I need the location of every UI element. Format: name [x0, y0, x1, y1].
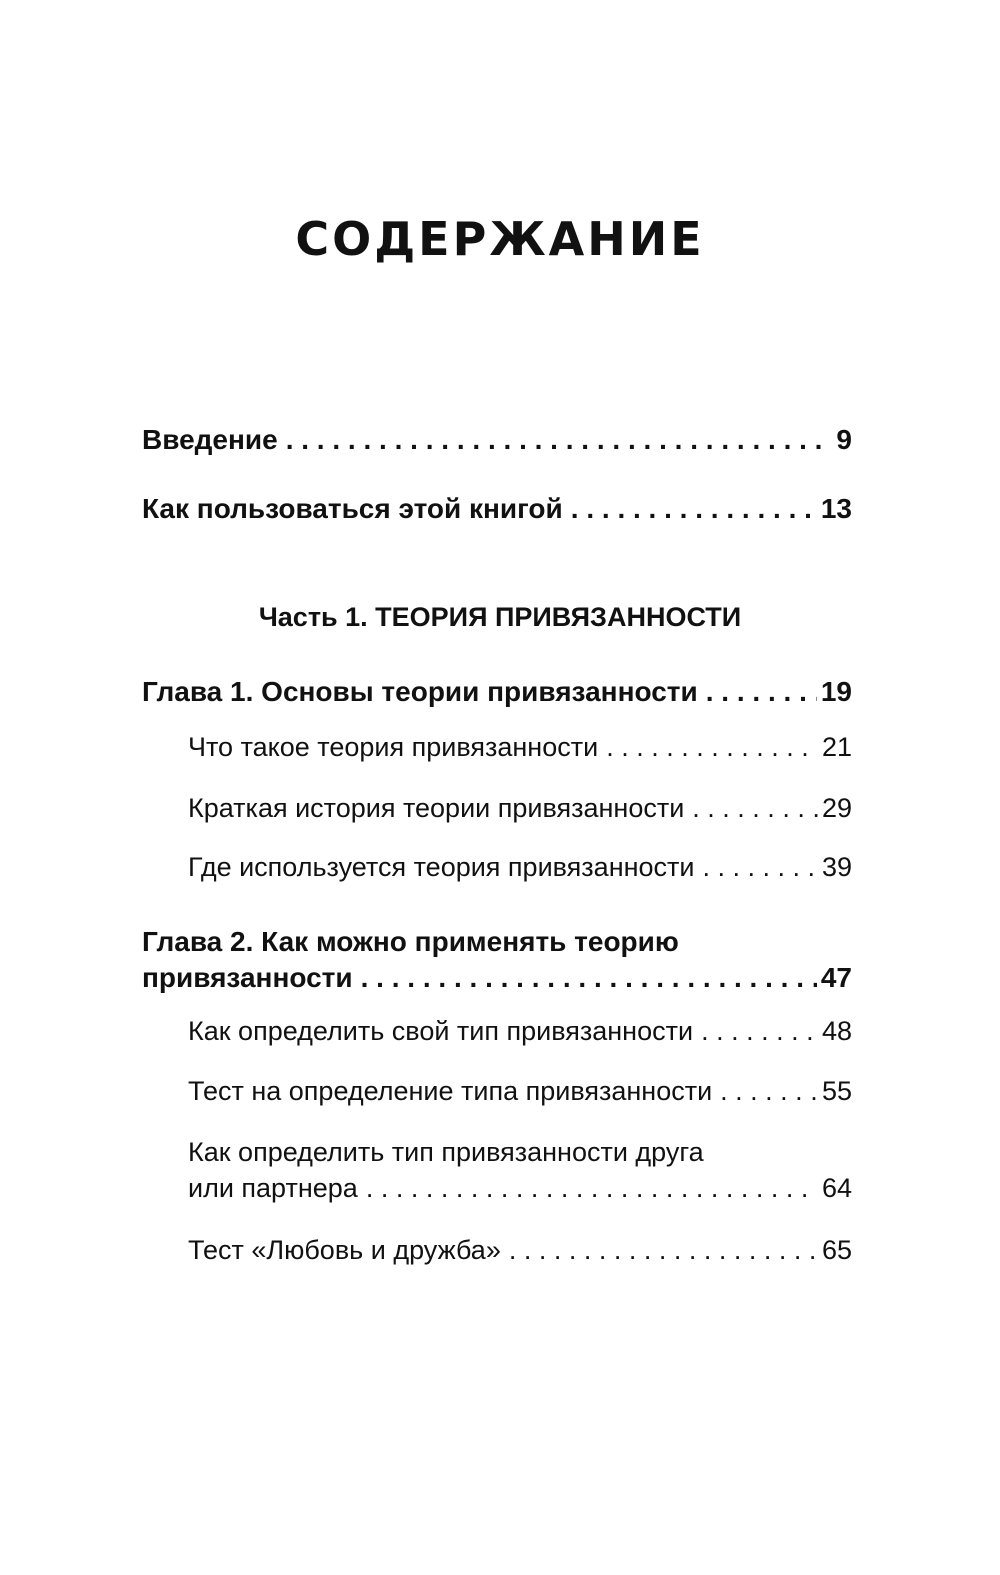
toc-entry-chapter-1[interactable] [142, 676, 852, 708]
toc-page-number: 65 [821, 1235, 852, 1265]
toc-page-number: 48 [821, 1016, 852, 1046]
toc-entry-label: Где используется теория привязанности [188, 852, 695, 882]
toc-entry-section[interactable] [188, 1016, 852, 1047]
toc-entry-label: Как пользоваться этой книгой [142, 493, 563, 524]
toc-entry-label: привязанности [142, 962, 353, 993]
toc-entry-label: или партнера [188, 1173, 358, 1203]
toc-entry-chapter-2[interactable] [142, 962, 852, 994]
toc-entry-chapter-2-line1[interactable]: Глава 2. Как можно применять теорию [142, 926, 679, 957]
dot-leader [286, 424, 833, 456]
dot-leader [361, 962, 817, 994]
toc-entry-label: Тест «Любовь и дружба» [188, 1235, 501, 1265]
toc-entry-label: Как определить свой тип привязанности [188, 1016, 694, 1046]
toc-entry-section[interactable] [188, 1076, 852, 1107]
toc-entry-section[interactable] [188, 1235, 852, 1266]
toc-page-number: 39 [821, 852, 852, 882]
toc-page-number: 13 [820, 493, 852, 524]
toc-entry-label: Глава 1. Основы теории привязанности [142, 676, 698, 707]
page-title: СОДЕРЖАНИЕ [295, 212, 705, 266]
part-heading: Часть 1. ТЕОРИЯ ПРИВЯЗАННОСТИ [258, 602, 742, 632]
dot-leader [720, 1076, 818, 1107]
dot-leader [606, 732, 818, 763]
toc-entry-label: Введение [142, 424, 278, 455]
toc-entry-section[interactable] [188, 1173, 852, 1204]
toc-entry-label: Тест на определение типа привязанности [188, 1076, 713, 1106]
dot-leader [366, 1173, 818, 1204]
dot-leader [703, 852, 818, 883]
dot-leader [509, 1235, 818, 1266]
toc-entry-section[interactable] [188, 793, 852, 824]
toc-page-number: 64 [821, 1173, 852, 1203]
toc-entry-section[interactable] [188, 732, 852, 763]
toc-page-number: 29 [821, 793, 852, 823]
toc-entry-label: Краткая история теории привязанности [188, 793, 685, 823]
toc-page-number: 19 [820, 676, 852, 707]
toc-entry-section[interactable] [188, 852, 852, 883]
dot-leader [692, 793, 818, 824]
toc-page-number: 47 [820, 962, 852, 993]
toc-entry-label: Что такое теория привязанности [188, 732, 599, 762]
toc-entry-intro[interactable] [142, 424, 852, 456]
dot-leader [571, 493, 817, 525]
toc-page-number: 21 [821, 732, 852, 762]
toc-page-number: 9 [836, 424, 852, 455]
dot-leader [701, 1016, 818, 1047]
dot-leader [706, 676, 817, 708]
toc-entry-how-to-use[interactable] [142, 493, 852, 525]
toc-page-number: 55 [821, 1076, 852, 1106]
toc-entry-section-line1[interactable]: Как определить тип привязанности друга [188, 1137, 704, 1167]
